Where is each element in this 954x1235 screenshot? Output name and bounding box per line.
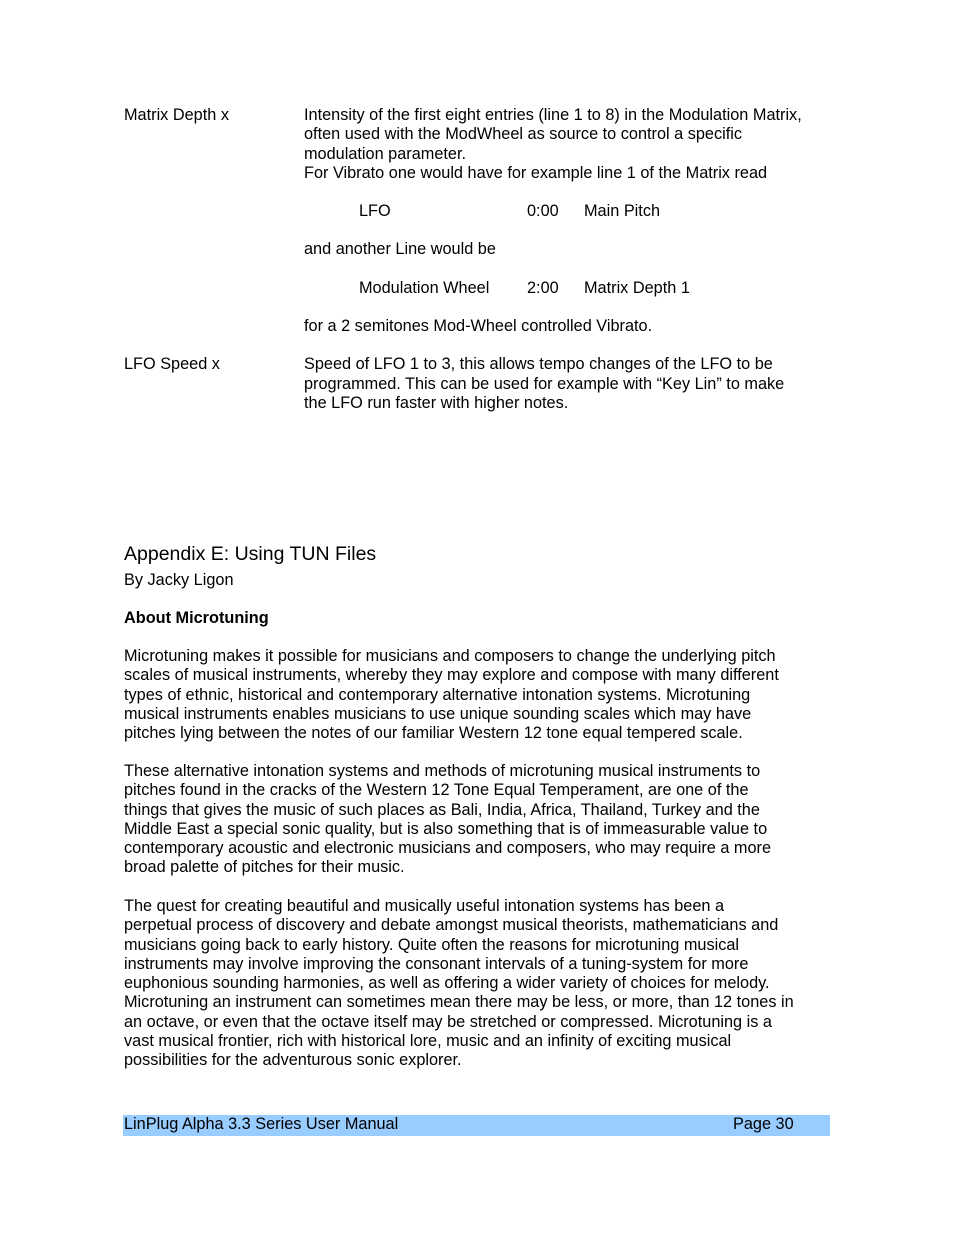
desc-line: For Vibrato one would have for example line 1 of the Matrix read <box>304 164 768 182</box>
paragraph <box>124 897 836 1071</box>
paragraph-line: Microtuning an instrument can sometimes mean there may be less, or more, than 12 tones in <box>124 993 794 1012</box>
term-matrix-depth: Matrix Depth x <box>124 106 229 124</box>
example-source: Modulation Wheel <box>359 279 490 297</box>
paragraph-line: things that gives the music of such places as Bali, India, Africa, Thailand, Turkey and the <box>124 800 760 819</box>
example-destination: Matrix Depth 1 <box>584 279 690 297</box>
desc-line: for a 2 semitones Mod-Wheel controlled Vibrato. <box>304 317 653 335</box>
paragraph-line: The quest for creating beautiful and musically useful intonation systems has been a <box>124 897 725 915</box>
footer-title: LinPlug Alpha 3.3 Series User Manual <box>124 1115 399 1133</box>
paragraph-line: possibilities for the adventurous sonic explorer. <box>124 1051 462 1070</box>
paragraph-line: euphonious sounding harmonies, as well as offering a wider variety of choices for melody. <box>124 974 770 993</box>
desc-line: Speed of LFO 1 to 3, this allows tempo changes of the LFO to be <box>304 355 773 373</box>
paragraph-line: vast musical frontier, rich with historical lore, music and an infinity of exciting musical <box>124 1032 732 1051</box>
desc-line: programmed. This can be used for example with “Key Lin” to make <box>304 375 785 393</box>
paragraph-line: contemporary acoustic and electronic musicians and composers, who may require a more <box>124 839 772 858</box>
paragraph-line: types of ethnic, historical and contemporary alternative intonation systems. Microtuning <box>124 685 751 704</box>
paragraph <box>124 647 836 743</box>
paragraph-line: pitches found in the cracks of the Western 12 Tone Equal Temperament, are one of the <box>124 781 749 800</box>
desc-line: modulation parameter. <box>304 145 467 163</box>
section-heading: About Microtuning <box>124 609 269 627</box>
desc-line: Intensity of the first eight entries (line 1 to 8) in the Modulation Matrix, <box>304 106 802 124</box>
example-destination: Main Pitch <box>584 202 661 220</box>
paragraph-line: scales of musical instruments, whereby they may explore and compose with many different <box>124 666 779 685</box>
paragraph-line: Middle East a special sonic quality, but is also something that is of immeasurable value to <box>124 819 768 838</box>
desc-line: and another Line would be <box>304 240 496 258</box>
desc-line: the LFO run faster with higher notes. <box>304 394 569 412</box>
footer-page-number: Page 30 <box>733 1115 794 1133</box>
paragraph-line: musical instruments enables musicians to use unique sounding scales which may have <box>124 704 752 723</box>
example-source: LFO <box>359 202 391 220</box>
appendix-title: Appendix E: Using TUN Files <box>124 543 377 565</box>
paragraph-line: broad palette of pitches for their music. <box>124 858 405 877</box>
desc-line: often used with the ModWheel as source to control a specific <box>304 125 743 143</box>
paragraph-line: an octave, or even that the octave itself may be stretched or compressed. Microtuning is a <box>124 1012 772 1031</box>
paragraph <box>124 762 836 878</box>
paragraph-line: These alternative intonation systems and methods of microtuning musical instruments to <box>124 762 761 780</box>
term-lfo-speed: LFO Speed x <box>124 355 220 373</box>
paragraph-line: musicians going back to early history. Quite often the reasons for microtuning musical <box>124 935 740 954</box>
appendix-byline: By Jacky Ligon <box>124 571 234 589</box>
example-amount: 0:00 <box>527 202 559 220</box>
paragraph-line: Microtuning makes it possible for musicians and composers to change the underlying pitch <box>124 647 776 665</box>
paragraph-line: instruments may involve improving the consonant intervals of a tuning-system for more <box>124 954 749 973</box>
paragraph-line: perpetual process of discovery and debate amongst musical theorists, mathematicians and <box>124 916 779 935</box>
paragraph-line: pitches lying between the notes of our familiar Western 12 tone equal tempered scale. <box>124 724 743 743</box>
example-amount: 2:00 <box>527 279 559 297</box>
